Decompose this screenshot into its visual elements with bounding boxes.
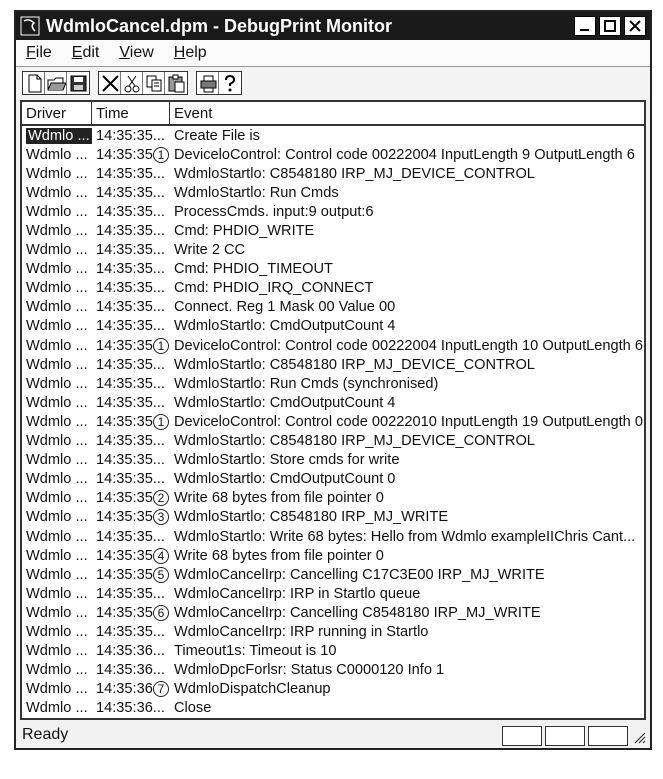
list-item[interactable] — [22, 470, 644, 489]
cell-time: 14:35:35... — [96, 528, 165, 545]
cell-time: 14:35:35... — [96, 585, 165, 602]
annotation-marker: 3 — [153, 509, 169, 525]
print-icon — [198, 73, 218, 93]
cell-event — [170, 624, 644, 640]
column-header-time[interactable]: Time — [92, 102, 170, 124]
event-text: WdmloStartlo: Write 68 bytes: Hello from Wdmlo exampleIIChris Cant... — [174, 528, 636, 545]
new-button[interactable] — [23, 72, 45, 94]
cell-driver — [22, 338, 92, 354]
list-item[interactable] — [22, 412, 644, 431]
driver-text: Wdmlo ... — [26, 203, 88, 220]
driver-text: Wdmlo ... — [26, 585, 88, 602]
cell-event — [157, 146, 644, 163]
cell-time: 14:35:35... — [96, 223, 165, 240]
cell-driver — [22, 567, 92, 583]
cell-event — [170, 433, 644, 449]
cell-time: 14:35:35... — [96, 433, 165, 450]
window-title: WdmloCancel.dpm - DebugPrint Monitor — [46, 15, 392, 36]
new-icon — [24, 73, 44, 93]
cell-time: 14:35:35... — [96, 394, 165, 411]
print-button[interactable] — [197, 72, 219, 94]
toolbar — [16, 66, 650, 99]
annotation-marker: 7 — [153, 681, 169, 697]
close-icon — [629, 20, 641, 32]
toolbar-group — [98, 71, 188, 95]
save-icon — [68, 73, 88, 93]
list-item[interactable] — [22, 355, 644, 374]
list-item[interactable] — [22, 374, 644, 393]
cell-time: 14:35:36 — [96, 681, 153, 698]
event-text: WdmloCancelIrp: IRP running in Startlo — [174, 623, 429, 640]
close-button[interactable] — [624, 16, 646, 36]
cell-event — [157, 490, 644, 507]
list-item[interactable] — [22, 221, 644, 240]
event-text: Timeout1s: Timeout is 10 — [174, 643, 337, 660]
driver-text: Wdmlo ... — [26, 547, 88, 564]
cell-driver — [22, 128, 92, 144]
cell-event — [157, 413, 644, 430]
column-header-driver[interactable]: Driver — [22, 102, 92, 124]
cell-time: 14:35:35... — [96, 375, 165, 392]
driver-text: Wdmlo ... — [26, 356, 88, 373]
cell-time: 14:35:35... — [96, 184, 165, 201]
cell-driver — [22, 586, 92, 602]
cell-time: 14:35:35... — [96, 242, 165, 259]
cell-event — [170, 318, 644, 334]
list-item[interactable] — [22, 642, 644, 661]
main-window — [14, 10, 652, 750]
driver-text: Wdmlo ... — [26, 452, 88, 469]
toolbar-group — [22, 71, 90, 95]
list-item[interactable] — [22, 546, 644, 565]
cell-event — [170, 242, 644, 258]
event-text: WdmloDispatchCleanup — [174, 681, 331, 698]
driver-text: Wdmlo ... — [26, 242, 88, 259]
event-text: DeviceloControl: Control code 00222004 InputLength 9 OutputLength 6 — [174, 146, 635, 163]
cell-time: 14:35:36... — [96, 643, 165, 660]
list-body — [22, 126, 644, 718]
cell-driver — [22, 261, 92, 277]
cell-event — [170, 299, 644, 315]
event-text: Cmd: PHDIO_TIMEOUT — [174, 261, 333, 278]
list-item[interactable] — [22, 489, 644, 508]
event-text: Cmd: PHDIO_IRQ_CONNECT — [174, 280, 374, 297]
driver-text: Wdmlo ... — [26, 165, 88, 182]
list-item[interactable] — [22, 451, 644, 470]
event-text: Close — [174, 700, 212, 717]
list-item[interactable] — [22, 126, 644, 145]
event-text: ProcessCmds. input:9 output:6 — [174, 203, 374, 220]
cell-event — [170, 166, 644, 182]
event-text: Write 68 bytes from file pointer 0 — [174, 490, 384, 507]
cell-time: 14:35:35... — [96, 452, 165, 469]
list-item[interactable] — [22, 680, 644, 699]
cell-event — [170, 185, 644, 201]
list-item[interactable] — [22, 584, 644, 603]
event-text: WdmloStartlo: Store cmds for write — [174, 452, 400, 469]
annotation-marker: 4 — [153, 548, 169, 564]
event-text: DeviceloControl: Control code 00222010 InputLength 19 OutputLength 0 — [174, 413, 643, 430]
cell-event — [157, 566, 644, 583]
driver-text: Wdmlo ... — [26, 375, 88, 392]
annotation-marker: 2 — [153, 490, 169, 506]
cell-driver — [22, 605, 92, 621]
copy-icon — [144, 73, 164, 93]
open-icon — [46, 73, 66, 93]
cell-event — [170, 643, 644, 659]
event-text: WdmloDpcForlsr: Status C0000120 Info 1 — [174, 662, 445, 679]
cell-event — [170, 261, 644, 277]
help-icon — [220, 73, 240, 93]
cell-event — [170, 223, 644, 239]
list-item[interactable] — [22, 317, 644, 336]
menu-file[interactable]: File — [26, 44, 52, 61]
copy-button[interactable] — [143, 72, 165, 94]
driver-text: Wdmlo ... — [26, 394, 88, 411]
list-item[interactable] — [22, 603, 644, 622]
driver-text: Wdmlo ... — [26, 509, 88, 526]
list-item[interactable] — [22, 508, 644, 527]
cell-time: 14:35:35... — [96, 127, 165, 144]
cell-event — [157, 604, 644, 621]
event-text: WdmloStartlo: C8548180 IRP_MJ_WRITE — [174, 509, 449, 526]
list-item[interactable] — [22, 565, 644, 584]
cell-event — [170, 357, 644, 373]
driver-text: Wdmlo ... — [26, 299, 88, 316]
open-button[interactable] — [45, 72, 67, 94]
cell-event — [157, 681, 644, 698]
event-text: WdmloStartlo: C8548180 IRP_MJ_DEVICE_CONTROL — [174, 356, 535, 373]
annotation-marker: 5 — [153, 567, 169, 583]
cell-driver — [22, 433, 92, 449]
resize-grip-icon[interactable] — [632, 730, 646, 744]
driver-text: Wdmlo ... — [26, 413, 88, 430]
list-item[interactable] — [22, 241, 644, 260]
toolbar-group — [196, 71, 242, 95]
paste-button[interactable] — [165, 72, 187, 94]
event-text: WdmloStartlo: CmdOutputCount 4 — [174, 318, 396, 335]
event-list[interactable] — [20, 100, 646, 720]
cell-driver — [22, 548, 92, 564]
cell-time: 14:35:35... — [96, 261, 165, 278]
cell-time: 14:35:36... — [96, 662, 165, 679]
delete-icon — [100, 73, 120, 93]
cell-driver — [22, 624, 92, 640]
driver-text: Wdmlo ... — [26, 471, 88, 488]
cell-driver — [22, 376, 92, 392]
driver-text: Wdmlo ... — [26, 318, 88, 335]
status-bar — [16, 722, 650, 748]
list-item[interactable] — [22, 622, 644, 641]
cell-driver — [22, 452, 92, 468]
status-text: Ready — [22, 726, 69, 743]
cell-time: 14:35:35... — [96, 318, 165, 335]
driver-text: Wdmlo ... — [26, 681, 88, 698]
minimize-button[interactable] — [574, 16, 596, 36]
cell-time: 14:35:36... — [96, 700, 165, 717]
driver-text: Wdmlo ... — [26, 261, 88, 278]
event-text: DeviceloControl: Control code 00222004 InputLength 10 OutputLength 6 — [174, 337, 643, 354]
cell-time: 14:35:35... — [96, 356, 165, 373]
event-text: WdmloStartlo: C8548180 IRP_MJ_DEVICE_CONTROL — [174, 165, 535, 182]
help-button[interactable] — [219, 72, 241, 94]
driver-text: Wdmlo ... — [26, 490, 88, 507]
list-item[interactable] — [22, 661, 644, 680]
cell-event — [170, 395, 644, 411]
cell-time: 14:35:35 — [96, 146, 153, 163]
cell-driver — [22, 662, 92, 678]
list-item[interactable] — [22, 202, 644, 221]
cell-time: 14:35:35... — [96, 623, 165, 640]
event-text: WdmloStartlo: CmdOutputCount 4 — [174, 394, 396, 411]
event-text: WdmloCancelIrp: IRP in Startlo queue — [174, 585, 421, 602]
cell-time: 14:35:35 — [96, 509, 153, 526]
cell-time: 14:35:35... — [96, 280, 165, 297]
column-header-event[interactable]: Event — [174, 104, 213, 122]
menu-view[interactable]: View — [119, 44, 154, 61]
cell-driver — [22, 204, 92, 220]
app-icon — [20, 16, 40, 36]
cell-event — [157, 509, 644, 526]
cell-event — [170, 280, 644, 296]
cell-time: 14:35:35 — [96, 413, 153, 430]
list-item[interactable] — [22, 260, 644, 279]
driver-text: Wdmlo ... — [26, 700, 88, 717]
list-item[interactable] — [22, 183, 644, 202]
cell-driver — [22, 242, 92, 258]
driver-text: Wdmlo ... — [26, 643, 88, 660]
list-item[interactable] — [22, 279, 644, 298]
cell-time: 14:35:35... — [96, 165, 165, 182]
list-item[interactable] — [22, 527, 644, 546]
cell-time: 14:35:35 — [96, 547, 153, 564]
driver-text: Wdmlo ... — [26, 337, 88, 354]
maximize-icon — [604, 20, 616, 32]
list-item[interactable] — [22, 336, 644, 355]
cell-time: 14:35:35... — [96, 299, 165, 316]
cell-driver — [22, 185, 92, 201]
event-text: Cmd: PHDIO_WRITE — [174, 223, 315, 240]
annotation-marker: 1 — [153, 414, 169, 430]
list-item[interactable] — [22, 164, 644, 183]
save-button[interactable] — [67, 72, 89, 94]
cell-time: 14:35:35 — [96, 604, 153, 621]
annotation-marker: 1 — [153, 147, 169, 163]
cell-event — [157, 337, 644, 354]
event-text: WdmloCancelIrp: Cancelling C17C3E00 IRP_MJ_WRITE — [174, 566, 545, 583]
minimize-icon — [579, 20, 591, 32]
maximize-button[interactable] — [599, 16, 621, 36]
menu-help[interactable]: Help — [173, 44, 207, 61]
cell-driver — [22, 318, 92, 334]
annotation-marker: 1 — [153, 338, 169, 354]
cell-driver — [22, 490, 92, 506]
cell-driver — [22, 395, 92, 411]
driver-text: Wdmlo ... — [26, 433, 88, 450]
event-text: Create File is — [174, 127, 260, 144]
cell-event — [170, 128, 644, 144]
event-text: WdmloStartlo: CmdOutputCount 0 — [174, 471, 396, 488]
status-panels — [499, 726, 628, 746]
cell-driver — [22, 471, 92, 487]
driver-text: Wdmlo ... — [26, 280, 88, 297]
driver-text: Wdmlo ... — [26, 566, 88, 583]
cell-event — [157, 547, 644, 564]
cell-driver — [22, 643, 92, 659]
list-item[interactable] — [22, 298, 644, 317]
event-text: WdmloStartlo: C8548180 IRP_MJ_DEVICE_CONTROL — [174, 433, 535, 450]
status-panel — [545, 726, 585, 746]
cell-driver — [22, 529, 92, 545]
cell-driver — [22, 166, 92, 182]
cell-driver — [22, 147, 92, 163]
menu-edit[interactable]: Edit — [71, 44, 100, 61]
list-header — [22, 102, 644, 126]
cell-driver — [22, 280, 92, 296]
menu-bar — [16, 40, 650, 66]
event-text: Write 2 CC — [174, 242, 246, 259]
driver-text: Wdmlo ... — [26, 184, 88, 201]
cell-time: 14:35:35 — [96, 490, 153, 507]
driver-text: Wdmlo ... — [26, 662, 88, 679]
event-text: WdmloStartlo: Run Cmds (synchronised) — [174, 375, 439, 392]
cell-event — [170, 529, 644, 545]
status-panel — [588, 726, 628, 746]
delete-button[interactable] — [99, 72, 121, 94]
cell-event — [170, 700, 644, 716]
cell-driver — [22, 681, 92, 697]
driver-text: Wdmlo ... — [26, 528, 88, 545]
cell-event — [170, 471, 644, 487]
event-text: WdmloCancelIrp: Cancelling C8548180 IRP_MJ_WRITE — [174, 604, 541, 621]
cell-event — [170, 662, 644, 678]
annotation-marker: 6 — [153, 605, 169, 621]
cut-button[interactable] — [121, 72, 143, 94]
cell-time: 14:35:35... — [96, 203, 165, 220]
driver-text: Wdmlo ... — [26, 223, 88, 240]
cell-event — [170, 204, 644, 220]
list-item[interactable] — [22, 393, 644, 412]
cell-driver — [22, 357, 92, 373]
driver-text: Wdmlo ... — [26, 146, 88, 163]
cut-icon — [122, 73, 142, 93]
cell-driver — [22, 299, 92, 315]
cell-event — [170, 376, 644, 392]
driver-text: Wdmlo ... — [26, 604, 88, 621]
cell-driver — [22, 414, 92, 430]
cell-time: 14:35:35 — [96, 566, 153, 583]
event-text: Write 68 bytes from file pointer 0 — [174, 547, 384, 564]
driver-text: Wdmlo ... — [28, 127, 90, 144]
list-item[interactable] — [22, 145, 644, 164]
paste-icon — [166, 73, 186, 93]
cell-driver — [22, 509, 92, 525]
cell-event — [170, 586, 644, 602]
status-panel — [502, 726, 542, 746]
event-text: Connect. Reg 1 Mask 00 Value 00 — [174, 299, 396, 316]
event-text: WdmloStartlo: Run Cmds — [174, 184, 339, 201]
cell-time: 14:35:35... — [96, 471, 165, 488]
title-bar[interactable] — [16, 12, 650, 40]
cell-driver — [22, 223, 92, 239]
list-item[interactable] — [22, 699, 644, 718]
cell-time: 14:35:35 — [96, 337, 153, 354]
cell-driver — [22, 700, 92, 716]
driver-text: Wdmlo ... — [26, 623, 88, 640]
list-item[interactable] — [22, 432, 644, 451]
cell-event — [170, 452, 644, 468]
